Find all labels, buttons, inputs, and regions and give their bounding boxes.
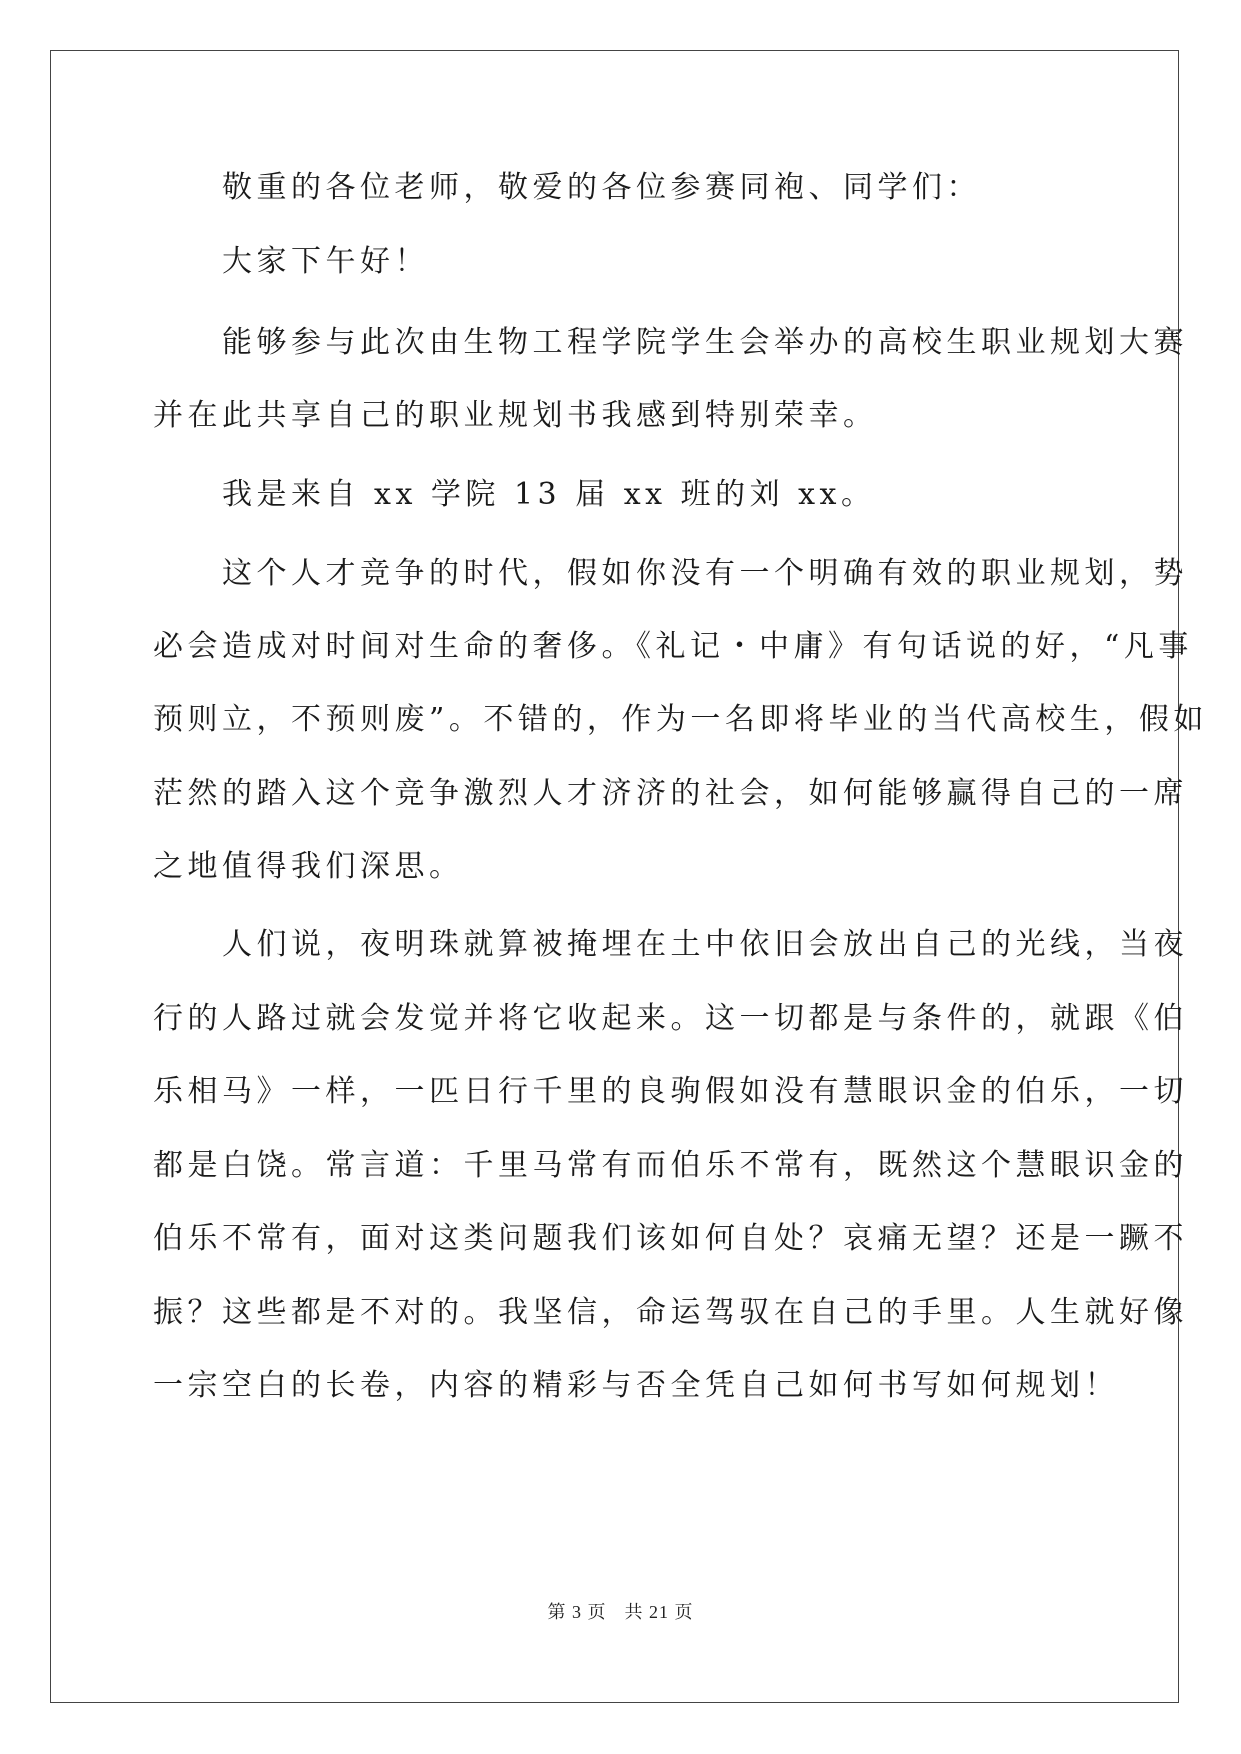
text-line: 伯乐不常有，面对这类问题我们该如何自处？哀痛无望？还是一蹶不 xyxy=(153,1221,1188,1256)
text-line: 一宗空白的长卷，内容的精彩与否全凭自己如何书写如何规划！ xyxy=(153,1368,1119,1403)
page-total: 共 21 页 xyxy=(624,1602,694,1622)
text-line: 乐相马》一样，一匹日行千里的良驹假如没有慧眼识金的伯乐，一切 xyxy=(153,1074,1188,1109)
text-line: 振？这些都是不对的。我坚信，命运驾驭在自己的手里。人生就好像 xyxy=(153,1295,1188,1330)
text-line: 之地值得我们深思。 xyxy=(153,849,464,884)
text-line: 我是来自 xx 学院 13 届 xx 班的刘 xx。 xyxy=(153,477,876,512)
text-line: 必会造成对时间对生命的奢侈。《礼记・中庸》有句话说的好，“凡事 xyxy=(153,629,1193,664)
text-line: 敬重的各位老师，敬爱的各位参赛同袍、同学们： xyxy=(153,170,981,205)
text-line: 人们说，夜明珠就算被掩埋在土中依旧会放出自己的光线，当夜 xyxy=(153,927,1188,962)
page-footer xyxy=(0,1600,1241,1624)
text-line: 都是白饶。常言道：千里马常有而伯乐不常有，既然这个慧眼识金的 xyxy=(153,1148,1188,1183)
page-number: 第 3 页 xyxy=(547,1602,607,1622)
text-line: 这个人才竞争的时代，假如你没有一个明确有效的职业规划，势 xyxy=(153,556,1188,591)
text-line: 能够参与此次由生物工程学院学生会举办的高校生职业规划大赛 xyxy=(153,325,1188,360)
text-line: 大家下午好！ xyxy=(153,244,429,279)
text-line: 预则立，不预则废”。不错的，作为一名即将毕业的当代高校生，假如 xyxy=(153,702,1208,737)
text-line: 行的人路过就会发觉并将它收起来。这一切都是与条件的，就跟《伯 xyxy=(153,1001,1188,1036)
text-line: 茫然的踏入这个竞争激烈人才济济的社会，如何能够赢得自己的一席 xyxy=(153,776,1188,811)
text-line: 并在此共享自己的职业规划书我感到特别荣幸。 xyxy=(153,398,878,433)
